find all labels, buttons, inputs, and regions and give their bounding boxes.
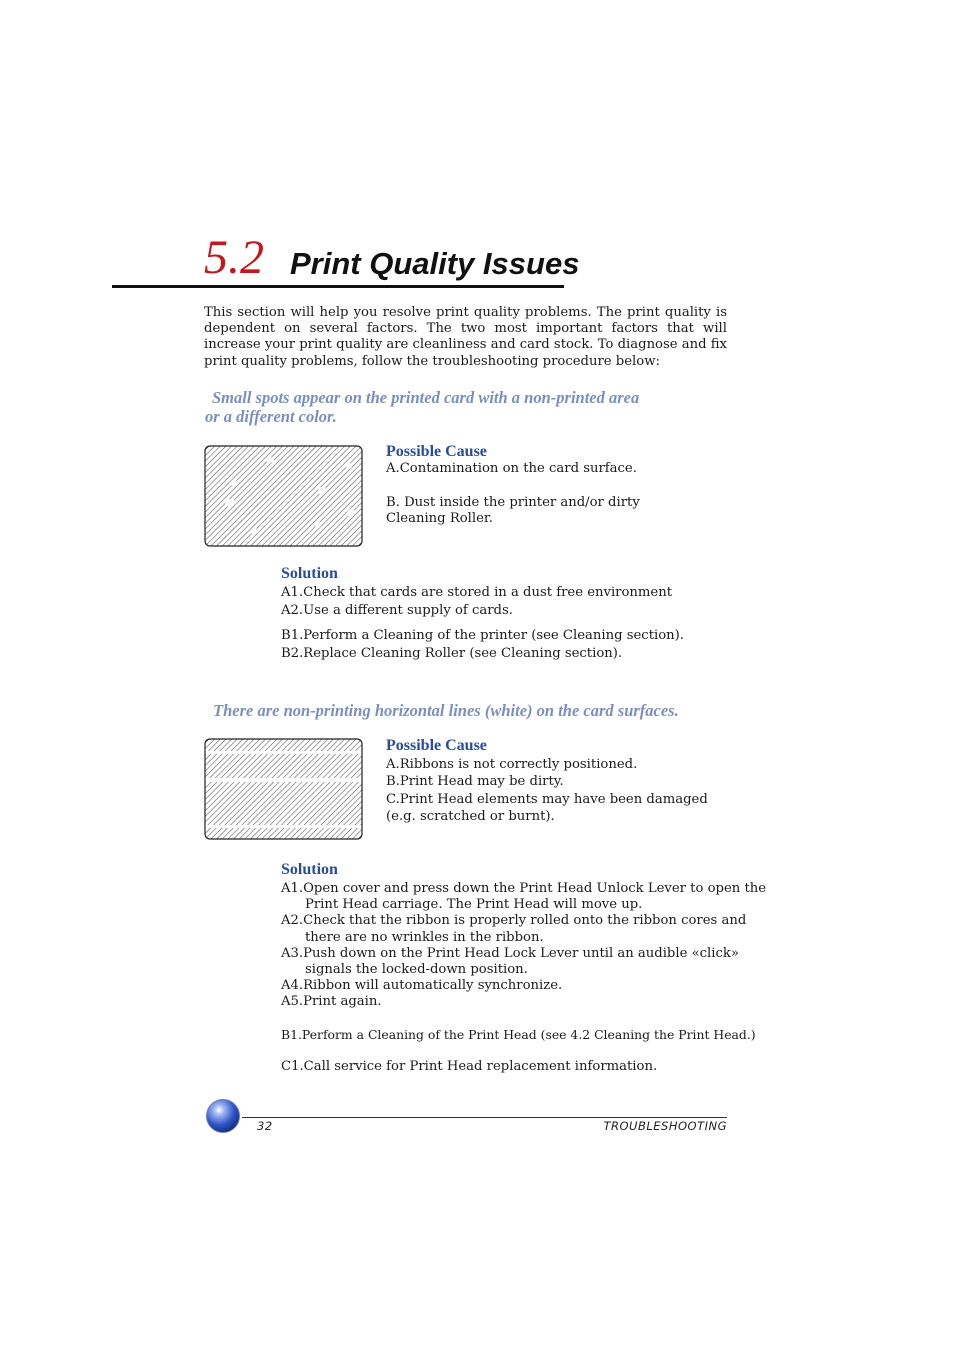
issue2-causes bbox=[386, 756, 708, 825]
solution-item: B1.Perform a Cleaning of the Print Head (see 4.2 Cleaning the Print Head.) bbox=[281, 1026, 756, 1042]
cause-item: (e.g. scratched or burnt). bbox=[386, 808, 555, 824]
cause-item: A.Contamination on the card surface. bbox=[386, 461, 637, 476]
footer-rule bbox=[242, 1117, 727, 1118]
issue1-causes bbox=[386, 461, 640, 528]
cause-item: A.Ribbons is not correctly positioned. bbox=[386, 757, 638, 772]
solution-item: C1.Call service for Print Head replacement information. bbox=[281, 1058, 658, 1074]
cause-item: Cleaning Roller. bbox=[386, 511, 493, 527]
issue2-solution-label: Solution bbox=[281, 861, 338, 878]
solution-item: A2.Check that the ribbon is properly rolled onto the ribbon cores and bbox=[281, 913, 747, 929]
issue1-solution-label: Solution bbox=[281, 565, 338, 582]
solution-item: B2.Replace Cleaning Roller (see Cleaning section). bbox=[281, 646, 623, 661]
cause-item: C.Print Head elements may have been damaged bbox=[386, 791, 708, 807]
card-with-lines-icon bbox=[204, 738, 363, 840]
solution-item: A5.Print again. bbox=[281, 994, 382, 1010]
solution-item: A1.Open cover and press down the Print Head Unlock Lever to open the bbox=[281, 881, 767, 896]
section-number: 5.2 bbox=[204, 231, 264, 284]
cause-item: B. Dust inside the printer and/or dirty bbox=[386, 495, 640, 511]
issue1-heading-line1: Small spots appear on the printed card with a non-printed area bbox=[212, 388, 640, 407]
issue2-solutions bbox=[281, 881, 767, 1075]
solution-item: A1.Check that cards are stored in a dust free environment bbox=[281, 585, 673, 600]
issue2-heading bbox=[213, 701, 733, 720]
solution-item: A3.Push down on the Print Head Lock Lever until an audible «click» bbox=[281, 945, 739, 961]
card-with-spots-icon bbox=[204, 445, 363, 547]
issue1-heading bbox=[205, 388, 732, 426]
solution-item: B1.Perform a Cleaning of the printer (see Cleaning section). bbox=[281, 628, 684, 643]
issue2-heading-line: There are non-printing horizontal lines (white) on the card surfaces. bbox=[213, 701, 679, 720]
solution-item: A2.Use a different supply of cards. bbox=[281, 603, 513, 618]
section-title: Print Quality Issues bbox=[290, 246, 580, 281]
blue-orb-icon bbox=[205, 1098, 241, 1134]
solution-item: A4.Ribbon will automatically synchronize. bbox=[281, 978, 563, 994]
solution-item: Print Head carriage. The Print Head will move up. bbox=[305, 897, 643, 913]
cause-item: B.Print Head may be dirty. bbox=[386, 774, 564, 790]
issue2-cause-label: Possible Cause bbox=[386, 737, 487, 754]
issue1-cause-label: Possible Cause bbox=[386, 443, 487, 460]
issue1-heading-line2: or a different color. bbox=[205, 407, 337, 426]
solution-item: there are no wrinkles in the ribbon. bbox=[305, 929, 544, 945]
title-underline bbox=[112, 285, 564, 288]
solution-item: signals the locked-down position. bbox=[305, 962, 528, 978]
page-number: 32 bbox=[257, 1119, 273, 1133]
issue1-solutions bbox=[281, 584, 684, 663]
footer-section-name: TROUBLESHOOTING bbox=[603, 1119, 727, 1133]
intro-paragraph: This section will help you resolve print quality problems. The print quality is dependent on several factors. The two most important factors that will increase your print quality are cleanliness and card stock. To diagnose and fix print quality problems, follow the troubleshooting procedure below: bbox=[204, 305, 727, 369]
